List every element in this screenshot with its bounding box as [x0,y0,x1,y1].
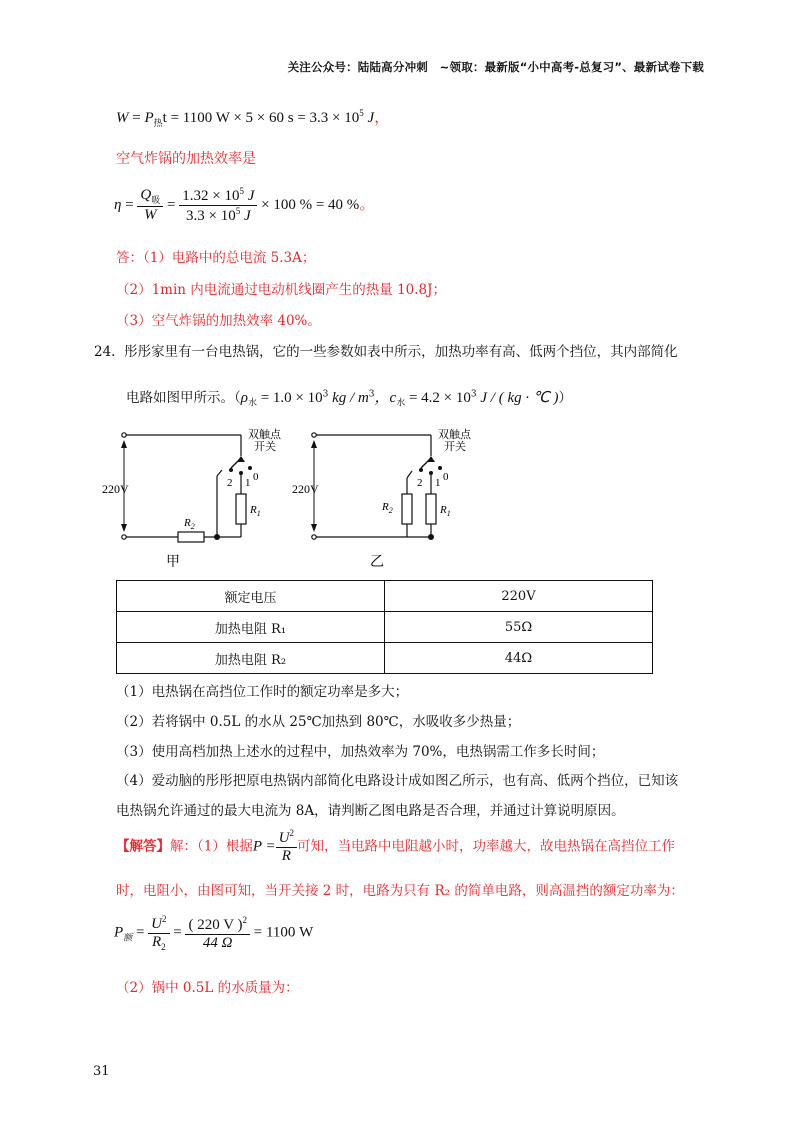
solution-line-2: 时，电阻小，由图可知，当开关接 2 时，电路为只有 R₂ 的简单电路，则高温挡的额定功率为： [116,883,684,899]
work-equation: $W = P_热t = 1100$ W × 5 × 60 $s = 3.3 \times 10^5$ J， [116,108,390,128]
contact-0-a: 0 [253,471,259,483]
contact-2-b: 2 [417,477,423,489]
question-24-line-1: 24. 彤彤家里有一台电热锅，它的一些参数如表中所示，加热功率有高、低两个挡位，其内部简化 [94,344,678,360]
r2-label-a: $R_2$ [184,517,195,531]
contact-1-b: 1 [435,477,441,489]
table-cell: 额定电压 [117,581,385,612]
answer-line-3: （3）空气炸锅的加热效率 40%。 [116,313,321,329]
switch-label-a-1: 双触点 [248,429,281,441]
subquestion-3: （3）使用高档加热上述水的过程中，加热效率为 70%，电热锅需工作多长时间； [116,744,605,760]
efficiency-equation: η = $\frac{Q_吸}{W}$ = $\frac{1.32 \times 10^5 J}{3.3 \times 10^5 J}$ × 100 % = 40 %。 [114,186,375,225]
table-row [117,581,653,612]
subquestion-4-cont: 电热锅允许通过的最大电流为 8A，请判断乙图电路是否合理，并通过计算说明原因。 [116,803,625,819]
efficiency-title: 空气炸锅的加热效率是 [116,151,256,167]
question-24-line-2: 电路如图甲所示。（$\rho_水 = 1.0 \times 10^3$ kg / $m^3$，$c_水 = 4.2 \times 10^3$ J / ( kg · ℃ )） [126,389,572,409]
r2-label-b: $R_2$ [382,501,393,515]
contact-2-a: 2 [227,477,233,489]
page-number: 31 [93,1064,110,1079]
answer-line-1: 答：（1）电路中的总电流 5.3A； [116,250,316,266]
contact-1-a: 1 [245,477,251,489]
page-header: 关注公众号：陆陆高分冲刺 ~领取：最新版“小中高考-总复习”、最新试卷下载 [287,60,704,74]
solution-tag: 【解答】 [116,838,170,855]
table-row [117,643,653,674]
contact-0-b: 0 [443,471,449,483]
circuit-diagrams [100,418,520,578]
table-cell: 加热电阻 R₁ [117,612,385,643]
switch-label-b-1: 双触点 [438,429,471,441]
table-cell: 加热电阻 R₂ [117,643,385,674]
caption-b: 乙 [370,555,384,570]
table-cell: 55Ω [385,612,653,643]
parameter-table [116,580,653,674]
voltage-label-b: 220V [292,482,319,496]
rated-power-equation: $P_额$ = $\frac{U^2}{R_2}$ = $\frac{( 220 V )^2}{44 \Omega}$ = 1100 W [114,914,314,953]
subquestion-4: （4）爱动脑的彤彤把原电热锅内部简化电路设计成如图乙所示，也有高、低两个挡位，已知该 [116,773,679,789]
r1-label-b: $R_1$ [440,504,451,518]
subquestion-1: （1）电热锅在高挡位工作时的额定功率是多大； [116,684,409,700]
switch-label-b-2: 开关 [444,441,466,453]
table-cell: 220V [385,581,653,612]
question-number: 24. [94,344,116,360]
caption-a: 甲 [166,555,180,570]
answer-line-2: （2）1min 内电流通过电动机线圈产生的热量 10.8J； [116,282,447,298]
solution-part-2: （2）锅中 0.5L 的水质量为： [116,980,299,996]
subquestion-2: （2）若将锅中 0.5L 的水从 25℃加热到 80℃，水吸收多少热量； [116,714,521,730]
table-row [117,612,653,643]
switch-label-a-2: 开关 [254,441,276,453]
r1-label-a: $R_1$ [250,504,261,518]
voltage-label-a: 220V [102,482,129,496]
table-cell: 44Ω [385,643,653,674]
solution-line-1: 【解答】解：（1）根据P = $\frac{U^2}{R}$ 可知，当电路中电阻越小时，功率越大，故电热锅在高挡位工作 [116,828,675,865]
